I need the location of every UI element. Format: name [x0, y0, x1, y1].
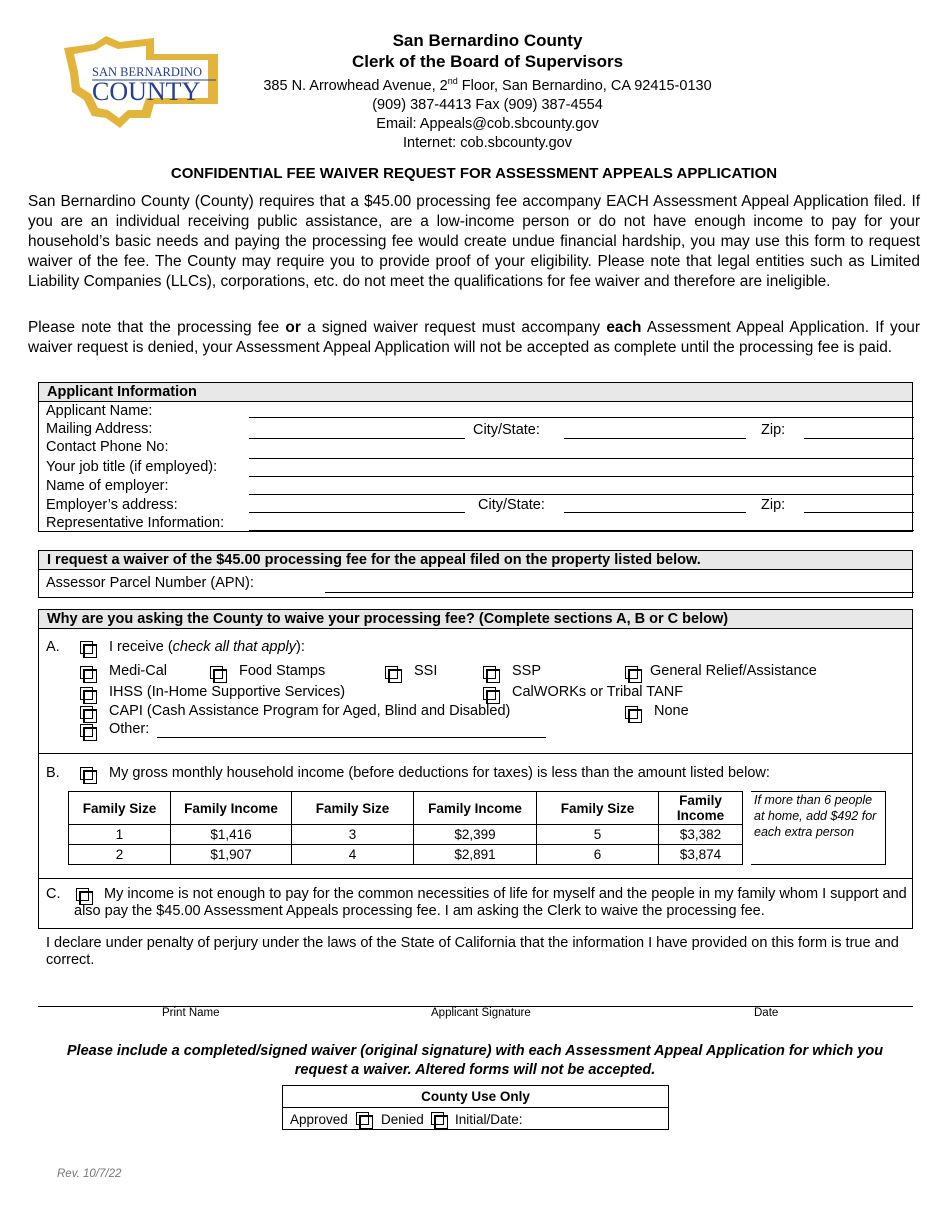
ihss-label: IHSS (In-Home Supportive Services): [109, 684, 346, 700]
county-use-heading: County Use Only: [283, 1086, 668, 1108]
employer-address-label: Employer’s address:: [46, 497, 178, 513]
section-a-checkbox[interactable]: [80, 641, 95, 655]
revision-label: Rev. 10/7/22: [57, 1168, 122, 1180]
representative-field[interactable]: [249, 530, 914, 531]
employer-city-state-label: City/State:: [478, 497, 545, 513]
date-label: Date: [754, 1007, 779, 1019]
contact-phone-field[interactable]: [249, 458, 914, 459]
table-cell: 2: [69, 845, 171, 865]
ssi-checkbox[interactable]: [385, 666, 400, 680]
medical-label: Medi-Cal: [109, 663, 168, 679]
table-row: [69, 845, 743, 865]
applicant-info-section: [38, 382, 913, 532]
apn-section: [38, 550, 913, 598]
none-label: None: [654, 703, 689, 719]
none-checkbox[interactable]: [625, 706, 640, 720]
table-cell: $1,907: [171, 845, 292, 865]
city-state-label: City/State:: [473, 422, 540, 438]
logo-text-bottom: COUNTY: [92, 77, 201, 106]
table-cell: 6: [537, 845, 659, 865]
county-logo: [58, 34, 226, 130]
table-cell: 5: [537, 825, 659, 845]
table-cell: $3,382: [659, 825, 743, 845]
section-b-letter: B.: [46, 765, 60, 781]
section-b-checkbox[interactable]: [80, 767, 95, 781]
mailing-address-field[interactable]: [249, 438, 465, 439]
form-title: CONFIDENTIAL FEE WAIVER REQUEST FOR ASSESSMENT APPEALS APPLICATION: [170, 165, 778, 182]
section-a-text: I receive (check all that apply):: [109, 639, 305, 655]
print-name-label: Print Name: [162, 1007, 220, 1019]
employer-address-field[interactable]: [249, 512, 465, 513]
table-cell: $2,891: [414, 845, 537, 865]
table-cell: $3,874: [659, 845, 743, 865]
medical-checkbox[interactable]: [80, 666, 95, 680]
ssi-label: SSI: [414, 663, 438, 679]
employer-zip-label: Zip:: [761, 497, 786, 513]
apn-label: Assessor Parcel Number (APN):: [46, 575, 254, 591]
initial-date-label: Initial/Date:: [455, 1112, 523, 1127]
divider: [39, 753, 912, 754]
other-checkbox[interactable]: [80, 724, 95, 738]
denied-checkbox[interactable]: [431, 1112, 446, 1126]
food-stamps-checkbox[interactable]: [210, 666, 225, 680]
applicant-info-heading: Applicant Information: [39, 383, 912, 402]
county-use-row: [283, 1108, 668, 1129]
employer-name-label: Name of employer:: [46, 478, 169, 494]
applicant-name-label: Applicant Name:: [46, 403, 153, 419]
approved-label: Approved: [290, 1112, 348, 1127]
other-field[interactable]: [157, 737, 546, 738]
dept-name: Clerk of the Board of Supervisors: [351, 52, 624, 71]
applicant-name-field[interactable]: [249, 417, 914, 418]
income-table: [68, 791, 743, 865]
ssp-label: SSP: [512, 663, 542, 679]
reason-heading: Why are you asking the County to waive your processing fee? (Complete sections A, B or C below): [39, 610, 912, 629]
apn-field[interactable]: [325, 592, 914, 593]
representative-label: Representative Information:: [46, 515, 225, 531]
table-row: [69, 825, 743, 845]
food-stamps-label: Food Stamps: [239, 663, 326, 679]
divider: [39, 878, 912, 879]
header-cell: Family Income: [171, 792, 292, 825]
logo-text-top: SAN BERNARDINO: [92, 65, 203, 79]
job-title-label: Your job title (if employed):: [46, 459, 218, 475]
income-note: If more than 6 people at home, add $492 for each extra person: [751, 791, 886, 865]
header-cell: Family Size: [537, 792, 659, 825]
calworks-checkbox[interactable]: [483, 687, 498, 701]
income-table-header: [69, 792, 743, 825]
table-cell: 3: [292, 825, 414, 845]
table-cell: $1,416: [171, 825, 292, 845]
section-c-letter: C.: [46, 886, 61, 902]
other-label: Other:: [109, 721, 150, 737]
employer-zip-field[interactable]: [804, 512, 914, 513]
section-b-text: My gross monthly household income (before deductions for taxes) is less than the amount listed below:: [109, 765, 770, 781]
phone-fax: (909) 387-4413 Fax (909) 387-4554: [372, 96, 603, 113]
contact-phone-label: Contact Phone No:: [46, 439, 169, 455]
header-cell: Family Size: [292, 792, 414, 825]
reason-section: [38, 609, 913, 929]
declaration: I declare under penalty of perjury under the laws of the State of California that the information I have provided on this form is true and correct.: [46, 935, 899, 968]
section-a-letter: A.: [46, 639, 60, 655]
applicant-signature-label: Applicant Signature: [431, 1007, 531, 1019]
table-cell: 1: [69, 825, 171, 845]
header-cell: Family Size: [69, 792, 171, 825]
footer-note: Please include a completed/signed waiver (original signature) with each Assessment Appeal Application for which you request a waiver. Altered forms will not be accepted.: [66, 1043, 884, 1078]
address: 385 N. Arrowhead Avenue, 2nd Floor, San Bernardino, CA 92415-0130: [263, 76, 712, 94]
header-cell: Family Income: [659, 792, 743, 825]
zip-label: Zip:: [761, 422, 786, 438]
apn-heading: I request a waiver of the $45.00 processing fee for the appeal filed on the property listed below.: [39, 551, 912, 570]
employer-city-state-field[interactable]: [564, 512, 746, 513]
zip-field[interactable]: [804, 438, 914, 439]
general-relief-checkbox[interactable]: [625, 666, 640, 680]
capi-checkbox[interactable]: [80, 706, 95, 720]
note-paragraph: Please note that the processing fee or a signed waiver request must accompany each Assessment Appeal Application. If your waiver request is denied, your Assessment Appeal Application will not be accepted as complete until the processing fee is paid.: [28, 319, 920, 356]
section-c-text: My income is not enough to pay for the common necessities of life for myself and the people in my family whom I support and also pay the $45.00 Assessment Appeals processing fee. I am asking the Clerk to waive the processing fee.: [74, 886, 907, 919]
mailing-address-label: Mailing Address:: [46, 421, 153, 437]
ihss-checkbox[interactable]: [80, 687, 95, 701]
employer-name-field[interactable]: [249, 494, 914, 495]
approved-checkbox[interactable]: [356, 1112, 371, 1126]
header-cell: Family Income: [414, 792, 537, 825]
denied-label: Denied: [381, 1112, 424, 1127]
county-use-box: [282, 1085, 669, 1130]
capi-label: CAPI (Cash Assistance Program for Aged, Blind and Disabled): [109, 703, 511, 719]
email[interactable]: Email: Appeals@cob.sbcounty.gov: [376, 115, 599, 132]
org-name: San Bernardino County: [392, 31, 583, 50]
intro-paragraph: San Bernardino County (County) requires that a $45.00 processing fee accompany EACH Assessment Appeal Application filed. If you are an individual receiving public assistance, are a low-income person or do not have enough income to pay for your household’s basic needs and paying the processing fee would create undue financial hardship, you may use this form to request waiver of the fee. The County may require you to provide proof of your eligibility. Please note that legal entities such as Limited Liability Companies (LLCs), corporations, etc. do not meet the qualifications for fee waiver and therefore are ineligible.: [28, 193, 920, 290]
table-cell: 4: [292, 845, 414, 865]
calworks-label: CalWORKs or Tribal TANF: [512, 684, 684, 700]
general-relief-label: General Relief/Assistance: [650, 663, 817, 679]
table-cell: $2,399: [414, 825, 537, 845]
ssp-checkbox[interactable]: [483, 666, 498, 680]
job-title-field[interactable]: [249, 476, 914, 477]
internet[interactable]: Internet: cob.sbcounty.gov: [402, 134, 572, 151]
page-header: [240, 30, 735, 153]
city-state-field[interactable]: [564, 438, 746, 439]
